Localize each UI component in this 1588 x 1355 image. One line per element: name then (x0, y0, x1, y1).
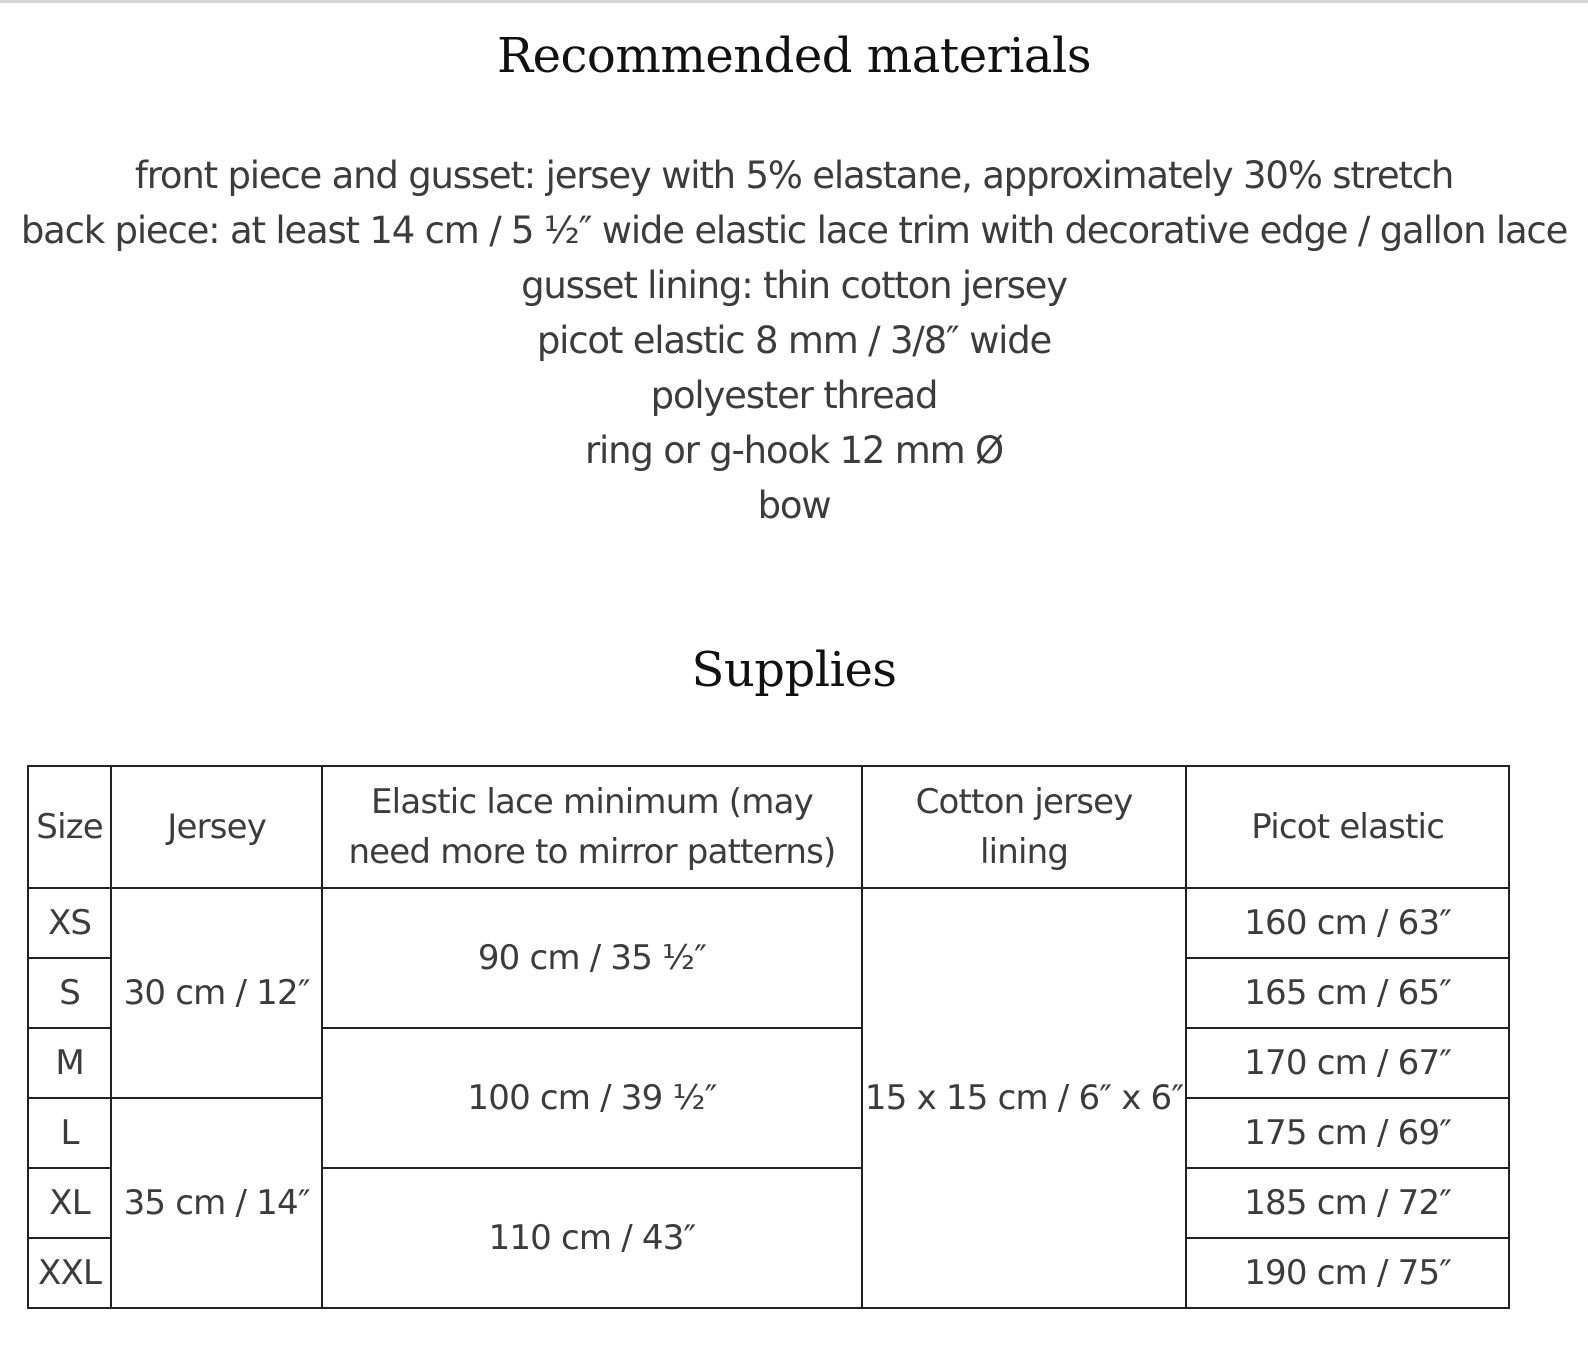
column-header-size: Size (28, 766, 111, 888)
top-divider (0, 0, 1588, 3)
elastic-lace-cell: 90 cm / 35 ½″ (322, 888, 862, 1028)
column-header-cotton-lining: Cotton jersey lining (862, 766, 1187, 888)
size-cell: XL (28, 1168, 111, 1238)
picot-cell: 165 cm / 65″ (1186, 958, 1509, 1028)
size-cell: M (28, 1028, 111, 1098)
size-cell: L (28, 1098, 111, 1168)
column-header-picot: Picot elastic (1186, 766, 1509, 888)
materials-list (0, 148, 1588, 533)
material-item: polyester thread (650, 374, 938, 417)
elastic-lace-cell: 100 cm / 39 ½″ (322, 1028, 862, 1168)
column-header-elastic-lace: Elastic lace minimum (may need more to mirror patterns) (322, 766, 862, 888)
picot-cell: 160 cm / 63″ (1186, 888, 1509, 958)
elastic-lace-cell: 110 cm / 43″ (322, 1168, 862, 1308)
material-item: ring or g-hook 12 mm Ø (585, 429, 1003, 472)
table-row (28, 888, 1509, 958)
material-item: bow (757, 484, 831, 527)
material-item: gusset lining: thin cotton jersey (521, 264, 1067, 307)
supplies-heading: Supplies (691, 642, 897, 698)
column-header-jersey: Jersey (111, 766, 322, 888)
picot-cell: 175 cm / 69″ (1186, 1098, 1509, 1168)
jersey-cell: 30 cm / 12″ (111, 888, 322, 1098)
size-cell: XS (28, 888, 111, 958)
size-cell: XXL (28, 1238, 111, 1308)
cotton-lining-cell: 15 x 15 cm / 6″ x 6″ (862, 888, 1187, 1308)
picot-cell: 185 cm / 72″ (1186, 1168, 1509, 1238)
material-item: front piece and gusset: jersey with 5% elastane, approximately 30% stretch (134, 154, 1454, 197)
picot-cell: 190 cm / 75″ (1186, 1238, 1509, 1308)
material-item: picot elastic 8 mm / 3/8″ wide (536, 319, 1052, 362)
size-cell: S (28, 958, 111, 1028)
table-header-row (28, 766, 1509, 888)
materials-heading: Recommended materials (496, 28, 1092, 84)
picot-cell: 170 cm / 67″ (1186, 1028, 1509, 1098)
jersey-cell: 35 cm / 14″ (111, 1098, 322, 1308)
supplies-table (27, 765, 1510, 1309)
material-item: back piece: at least 14 cm / 5 ½″ wide elastic lace trim with decorative edge / gallon lace (20, 209, 1568, 252)
